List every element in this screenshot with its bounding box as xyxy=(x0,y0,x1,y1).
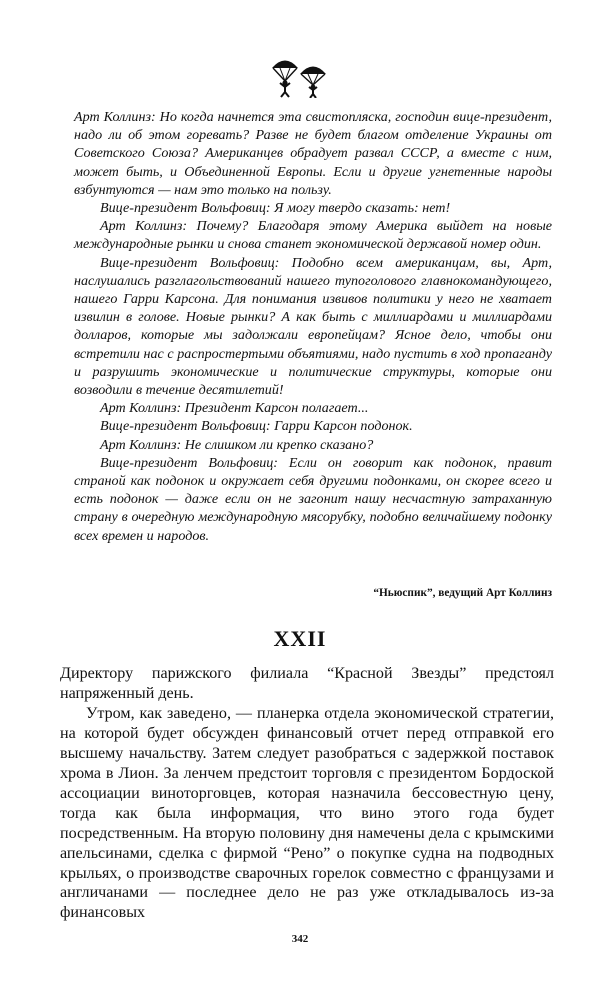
body-paragraph: Утром, как заведено, — планерка отдела экономической стратегии, на которой будет обсужден финансовый отчет перед отправкой его высшему начальству. Затем следует разобраться с задержкой поставок хрома в Лион. За ленчем предстоит торговля с президентом Бордоской ассоциации виноторговцев, которая назначила бессовестную цену, тогда как была информация, что вино этого года будет посредственным. На вторую половину дня намечены дела с крымскими апельсинами, сделка с фирмой “Рено” о покупке судна на подводных крыльях, о производстве сварочных горелок совместно с французами и англичанами — последнее дело не раз уже откладывалось из-за финансовых xyxy=(60,704,554,922)
excerpt-paragraph: Вице-президент Вольфовиц: Если он говорит как подонок, правит страной как подонок и окружает себя другими подонками, он скорее всего и есть подонок — даже если он не загонит нашу несчастную затраханную страну в очередную международную мясорубку, подобно величайшему подонку всех времен и народов. xyxy=(74,454,552,544)
excerpt-paragraph: Арт Коллинз: Президент Карсон полагает... xyxy=(100,400,369,417)
excerpt-attribution: “Ньюспик”, ведущий Арт Коллинз xyxy=(373,587,552,599)
chapter-body xyxy=(60,664,554,923)
excerpt-paragraph: Вице-президент Вольфовиц: Подобно всем американцам, вы, Арт, наслушались разглагольствований нашего тупоголового главнокомандующего, нашего Гарри Карсона. Для понимания извивов политики у него не хватает извилин в голове. Новые рынки? А как быть с миллиардами и миллиардами долларов, которые мы задолжали европейцам? Ясное дело, чтобы они встретили нас с распростертыми объятиями, надо пустить в ход пропаганду и разрушить экономические и политические структуры, которые они возводили в течение десятилетий! xyxy=(74,254,552,399)
excerpt-paragraph: Арт Коллинз: Почему? Благодаря этому Америка выйдет на новые международные рынки и снова станет экономической державой номер один. xyxy=(74,218,552,253)
excerpt-paragraph: Вице-президент Вольфовиц: Я могу твердо сказать: нет! xyxy=(100,200,451,217)
excerpt-paragraph: Арт Коллинз: Не слишком ли крепко сказано? xyxy=(100,436,374,453)
excerpt-paragraph: Вице-президент Вольфовиц: Гарри Карсон подонок. xyxy=(100,418,413,435)
parachutists-ornament-icon xyxy=(268,54,332,98)
page-number: 342 xyxy=(291,933,309,945)
body-paragraph: Директору парижского филиала “Красной Звезды” предстоял напряженный день. xyxy=(60,665,554,702)
excerpt-paragraph: Арт Коллинз: Но когда начнется эта свистопляска, господин вице-президент, надо ли об этом горевать? Разве не будет благом отделение Украины от Советского Союза? Американцев обрадует развал СССР, а вместе с ним, может быть, и Объединенной Европы. Если и другие угнетенные народы взбунтуются — нам это только на пользу. xyxy=(74,109,552,198)
chapter-heading: XXII xyxy=(273,626,327,651)
interview-excerpt xyxy=(74,108,552,545)
